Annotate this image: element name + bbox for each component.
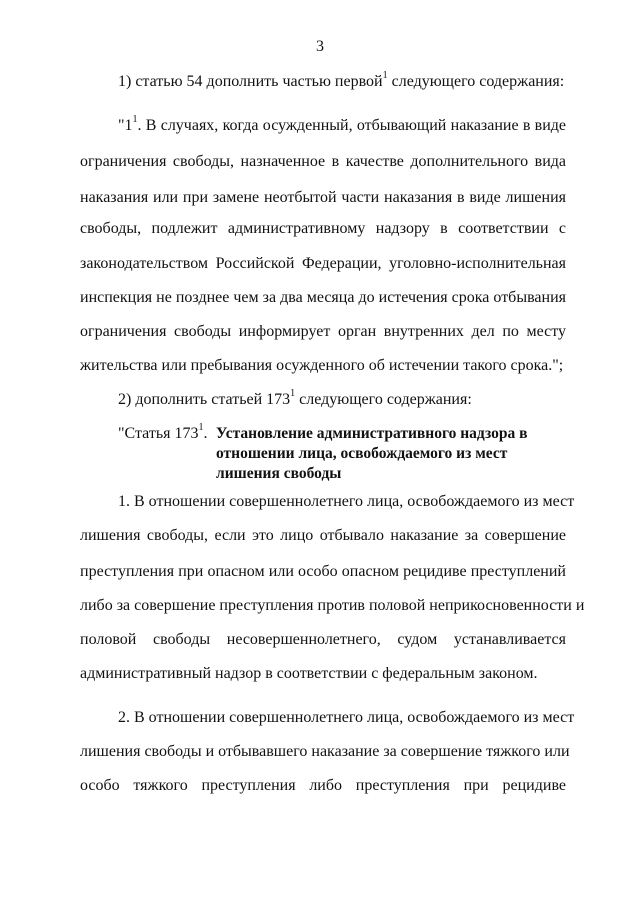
quote-line [118, 113, 566, 136]
quote-line: свободы, подлежит административному надзору в соответствии с [80, 220, 566, 237]
item-1-text-end: следующего содержания: [387, 73, 565, 90]
quote-line: ограничения свободы информирует орган внутренних дел по месту [80, 323, 566, 340]
quote-line: законодательством Российской Федерации, уголовно-исполнительная [80, 255, 566, 272]
paragraph-2-line: лишения свободы и отбывавшего наказание за совершение тяжкого или [80, 743, 570, 760]
item-2-text-end: следующего содержания: [295, 391, 472, 408]
article-title-line: лишения свободы [216, 465, 342, 482]
paragraph-1-line: лишения свободы, если это лицо отбывало наказание за совершение [80, 527, 566, 544]
paragraph-2-line: 2. В отношении совершеннолетнего лица, освобождаемого из мест [118, 709, 575, 726]
article-label [118, 421, 208, 444]
quote-line-text: . В случаях, когда осужденный, отбывающий наказание в виде [137, 117, 566, 134]
paragraph-1-line: половой свободы несовершеннолетнего, судом устанавливается [80, 631, 566, 648]
article-title-line: Установление административного надзора в [216, 425, 528, 442]
item-1 [118, 69, 566, 92]
item-1-text: 1) статью 54 дополнить частью первой [118, 73, 383, 90]
quote-line: наказания или при замене неотбытой части наказания в виде лишения [80, 189, 566, 206]
item-2-text: 2) дополнить статьей 173 [118, 391, 291, 408]
page-number: 3 [316, 38, 324, 55]
item-2-superscript: 1 [290, 387, 296, 399]
quote-open: "1 [118, 117, 133, 134]
quote-line: инспекция не позднее чем за два месяца до истечения срока отбывания [80, 289, 566, 306]
article-label-dot: . [203, 425, 208, 442]
article-title [216, 424, 536, 484]
item-1-superscript: 1 [382, 69, 388, 81]
item-2 [118, 387, 566, 410]
quote-last-line: жительства или пребывания осужденного об истечении такого срока."; [80, 357, 564, 374]
paragraph-1-line: 1. В отношении совершеннолетнего лица, освобождаемого из мест [118, 493, 575, 510]
article-title-line: отношении лица, освобождаемого из мест [216, 445, 508, 462]
quote-line: ограничения свободы, назначенное в качестве дополнительного вида [80, 153, 566, 170]
paragraph-2-line: особо тяжкого преступления либо преступления при рецидиве [80, 777, 566, 794]
article-label-text: "Статья 173 [118, 425, 199, 442]
paragraph-1-last-line: административный надзор в соответствии с федеральным законом. [80, 665, 538, 682]
paragraph-1-line: либо за совершение преступления против половой неприкосновенности и [80, 597, 585, 614]
quote-superscript: 1 [132, 113, 138, 125]
article-label-superscript: 1 [198, 421, 204, 433]
paragraph-1-line: преступления при опасном или особо опасном рецидиве преступлений [80, 563, 566, 580]
